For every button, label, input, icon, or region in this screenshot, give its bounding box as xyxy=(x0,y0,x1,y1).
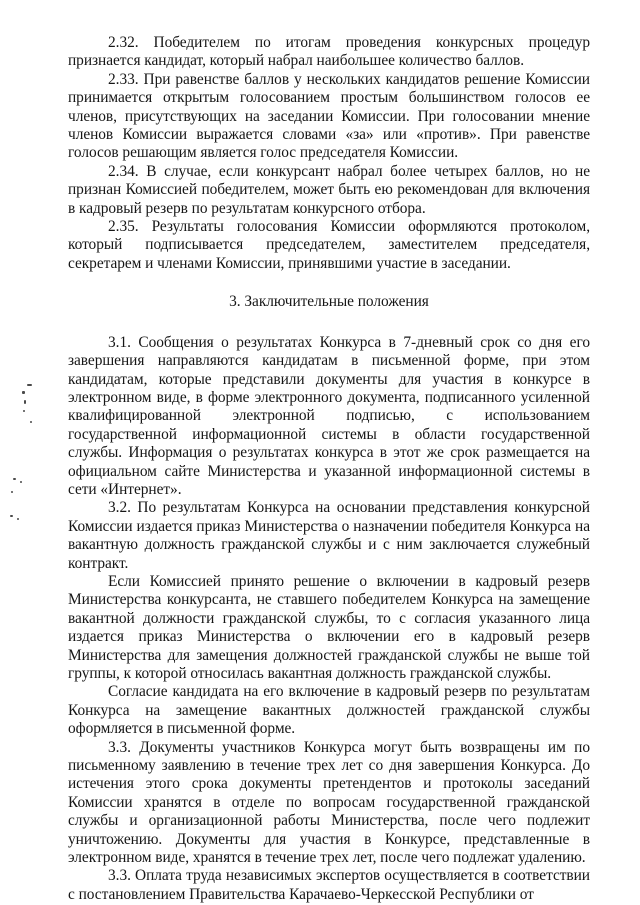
scan-speck xyxy=(13,478,16,480)
paragraph-2-34: 2.34. В случае, если конкурсант набрал более четырех баллов, но не признан Комиссией победителем, может быть ею рекомендован для включения в кадровый резерв по результатам конкурсного отбора. xyxy=(68,162,590,217)
paragraph-3-2-consent: Согласие кандидата на его включение в кадровый резерв по результатам Конкурса на замещение вакантных должностей гражданской службы оформляется в письменной форме. xyxy=(68,683,590,738)
scan-speck xyxy=(10,515,13,517)
section-3 xyxy=(68,334,590,905)
scan-speck xyxy=(24,400,26,404)
document-page xyxy=(68,34,590,904)
scan-speck xyxy=(23,410,25,412)
paragraph-3-2-reserve: Если Комиссией принято решение о включении в кадровый резерв Министерства конкурсанта, не ставшего победителем Конкурса на замещение вакантной должности гражданской службы, то с согласия указанного лица издается приказ Министерства о включении его в кадровый резерв Министерства для замещения должностей гражданской службы не выше той группы, к которой относилась вакантная должность гражданской службы. xyxy=(68,572,590,682)
paragraph-3-2: 3.2. По результатам Конкурса на основании представления конкурсной Комиссии издается приказ Министерства о назначении победителя Конкурса на вакантную должность гражданской службы и с ним заключается служебный контракт. xyxy=(68,499,590,572)
scan-speck xyxy=(30,421,32,423)
scan-speck xyxy=(11,491,13,493)
section-3-heading: 3. Заключительные положения xyxy=(229,293,429,311)
paragraph-3-3-documents: 3.3. Документы участников Конкурса могут быть возвращены им по письменному заявлению в течение трех лет со дня завершения Конкурса. До истечения этого срока документы претендентов и протоколы заседаний Комиссии хранятся в отделе по вопросам государственной гражданской службы и организационной работы Министерства, после чего подлежит уничтожению. Документы для участия в Конкурсе, представленные в электронном виде, хранятся в течение трех лет, после чего подлежат удалению. xyxy=(68,738,590,867)
scan-speck xyxy=(27,384,32,386)
paragraph-3-3-payment: 3.3. Оплата труда независимых экспертов осуществляется в соответствии с постановлением Правительства Карачаево-Черкесской Республики от xyxy=(68,867,590,903)
scan-speck xyxy=(17,518,19,520)
paragraph-2-33: 2.33. При равенстве баллов у нескольких кандидатов решение Комиссии принимается открытым голосованием простым большинством голосов ее членов, присутствующих на заседании Комиссии. При голосовании мнение членов Комиссии выражается словами «за» или «против». При равенстве голосов решающим является голос председателя Комиссии. xyxy=(68,70,590,162)
paragraph-2-32: 2.32. Победителем по итогам проведения конкурсных процедур признается кандидат, который набрал наибольшее количество баллов. xyxy=(68,34,590,70)
section-2-continuation xyxy=(68,34,590,273)
paragraph-3-1: 3.1. Сообщения о результатах Конкурса в 7-дневный срок со дня его завершения направляются кандидатам в письменной форме, при этом кандидатам, которые представили документы для участия в конкурсе в электронном виде, в форме электронного документа, подписанного усиленной квалифицированной электронной подписью, с использованием государственной информационной системы в области государственной службы. Информация о результатах конкурса в этот же срок размещается на официальном сайте Министерства и указанной информационной системы в сети «Интернет». xyxy=(68,333,590,498)
paragraph-2-35: 2.35. Результаты голосования Комиссии оформляются протоколом, который подписывается председателем, заместителем председателя, секретарем и членами Комиссии, принявшими участие в заседании. xyxy=(68,218,590,272)
scan-margin-artifacts xyxy=(0,0,40,905)
scan-speck xyxy=(22,391,25,394)
scan-speck xyxy=(20,481,22,483)
